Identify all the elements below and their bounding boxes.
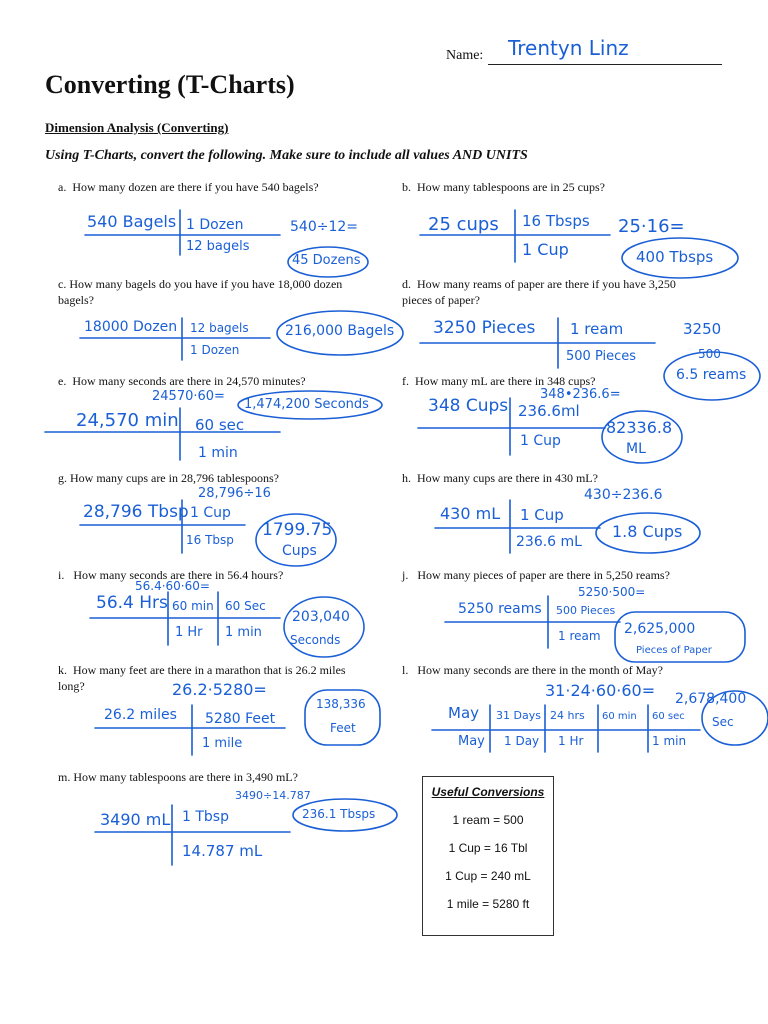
conversion-row: 1 Cup = 16 Tbl bbox=[448, 841, 528, 855]
work-b-den2: 1 Cup bbox=[522, 240, 569, 259]
student-name: Trentyn Linz bbox=[508, 36, 629, 60]
work-g-answer-unit: Cups bbox=[282, 543, 317, 559]
work-i-answer: 203,040 bbox=[292, 609, 350, 625]
work-j-answer: 2,625,000 bbox=[624, 621, 696, 637]
work-d-num2: 1 ream bbox=[570, 320, 624, 338]
work-f-answer: 82336.8 bbox=[606, 418, 673, 437]
work-d-den2: 500 Pieces bbox=[566, 349, 637, 364]
work-b-calc: 25·16= bbox=[618, 216, 685, 237]
work-d-answer: 6.5 reams bbox=[676, 367, 747, 383]
work-a-answer: 45 Dozens bbox=[292, 253, 361, 268]
question-j: j. How many pieces of paper are there in 5,250 reams? bbox=[402, 568, 670, 582]
work-g-num2: 1 Cup bbox=[190, 505, 231, 521]
work-l-answer-unit: Sec bbox=[712, 715, 734, 729]
work-h-num1: 430 mL bbox=[440, 504, 501, 523]
work-m-answer: 236.1 Tbsps bbox=[302, 807, 376, 821]
work-l-den1: May bbox=[458, 734, 485, 749]
section-heading: Dimension Analysis (Converting) bbox=[45, 120, 229, 135]
work-k-calc: 26.2·5280= bbox=[172, 680, 267, 699]
work-g-calc: 28,796÷16 bbox=[198, 486, 271, 501]
work-e-num2: 60 sec bbox=[195, 416, 245, 434]
work-h-answer: 1.8 Cups bbox=[612, 522, 683, 541]
work-k-num1: 26.2 miles bbox=[104, 707, 177, 723]
useful-conversions-box bbox=[422, 776, 554, 936]
work-c-num1: 18000 Dozen bbox=[84, 319, 178, 335]
work-i-den3: 1 min bbox=[225, 625, 262, 640]
work-d-num1: 3250 Pieces bbox=[433, 318, 536, 338]
work-m-calc: 3490÷14.787 bbox=[235, 789, 311, 802]
question-d: d. How many reams of paper are there if you have 3,250 pieces of paper? bbox=[402, 277, 676, 307]
work-e-calc: 24570·60= bbox=[152, 389, 225, 404]
name-label: Name: bbox=[446, 48, 484, 63]
work-l-num5: 60 sec bbox=[652, 711, 685, 722]
work-g-num1: 28,796 Tbsp bbox=[83, 502, 189, 522]
work-l-num2: 31 Days bbox=[496, 709, 541, 722]
work-i-den2: 1 Hr bbox=[175, 625, 203, 640]
question-h: h. How many cups are there in 430 mL? bbox=[402, 471, 598, 485]
work-c-answer: 216,000 Bagels bbox=[285, 323, 395, 339]
work-f-den2: 1 Cup bbox=[520, 433, 561, 449]
work-l-num3: 24 hrs bbox=[550, 709, 585, 722]
work-d-calc: 3250 bbox=[683, 320, 722, 338]
work-i-num3: 60 Sec bbox=[225, 599, 266, 613]
work-k-answer-unit: Feet bbox=[330, 721, 356, 735]
work-f-calc: 348•236.6= bbox=[540, 387, 621, 402]
work-f-answer-unit: ML bbox=[626, 441, 646, 457]
work-k-num2: 5280 Feet bbox=[205, 711, 276, 727]
work-b-answer: 400 Tbsps bbox=[636, 248, 714, 266]
work-m-num2: 1 Tbsp bbox=[182, 809, 229, 825]
question-c: c. How many bagels do you have if you have 18,000 dozen bagels? bbox=[58, 277, 343, 307]
work-i-num1: 56.4 Hrs bbox=[96, 593, 168, 613]
work-m-den2: 14.787 mL bbox=[182, 842, 263, 860]
work-h-den2: 236.6 mL bbox=[516, 534, 582, 550]
work-l-den2: 1 Day bbox=[504, 734, 540, 748]
work-g-den2: 16 Tbsp bbox=[186, 533, 234, 547]
question-g: g. How many cups are in 28,796 tablespoons? bbox=[58, 471, 279, 485]
work-f-num1: 348 Cups bbox=[428, 396, 509, 416]
work-l-num4: 60 min bbox=[602, 711, 637, 722]
question-a: a. How many dozen are there if you have 540 bagels? bbox=[58, 180, 319, 194]
work-a-num1: 540 Bagels bbox=[87, 212, 177, 231]
work-j-calc: 5250·500= bbox=[578, 585, 646, 599]
work-b-num1: 25 cups bbox=[428, 214, 499, 235]
conversion-row: 1 mile = 5280 ft bbox=[446, 897, 530, 911]
work-l-answer: 2,678,400 bbox=[675, 691, 747, 707]
work-j-answer-unit: Pieces of Paper bbox=[636, 645, 712, 656]
work-g-answer: 1799.75 bbox=[262, 520, 333, 540]
name-field-line bbox=[488, 64, 722, 65]
work-j-den2: 1 ream bbox=[558, 629, 601, 643]
work-a-den2: 12 bagels bbox=[186, 239, 250, 254]
conversion-row: 1 ream = 500 bbox=[452, 813, 524, 827]
question-k: k. How many feet are there in a marathon that is 26.2 miles long? bbox=[58, 663, 346, 693]
question-i: i. How many seconds are there in 56.4 hours? bbox=[58, 568, 284, 582]
question-f: f. How many mL are there in 348 cups? bbox=[402, 374, 596, 388]
work-j-num2: 500 Pieces bbox=[556, 604, 616, 617]
work-b-num2: 16 Tbsps bbox=[522, 212, 590, 230]
instructions: Using T-Charts, convert the following. Make sure to include all values AND UNITS bbox=[45, 148, 528, 163]
work-a-calc: 540÷12= bbox=[290, 219, 358, 235]
work-l-den3: 1 Hr bbox=[558, 734, 584, 748]
work-c-num2: 12 bagels bbox=[190, 321, 249, 335]
work-e-answer: 1,474,200 Seconds bbox=[244, 397, 369, 412]
work-f-num2: 236.6ml bbox=[518, 402, 580, 420]
work-h-num2: 1 Cup bbox=[520, 506, 564, 524]
question-e: e. How many seconds are there in 24,570 minutes? bbox=[58, 374, 306, 388]
work-c-den2: 1 Dozen bbox=[190, 343, 240, 357]
work-e-den2: 1 min bbox=[198, 445, 238, 461]
work-k-den2: 1 mile bbox=[202, 736, 243, 751]
work-a-num2: 1 Dozen bbox=[186, 217, 244, 233]
work-l-num1: May bbox=[448, 704, 480, 722]
work-l-den4: 1 min bbox=[652, 734, 687, 748]
work-m-num1: 3490 mL bbox=[100, 810, 171, 829]
work-e-num1: 24,570 min bbox=[76, 410, 179, 431]
work-d-calc2: 500 bbox=[698, 347, 721, 361]
conversion-row: 1 Cup = 240 mL bbox=[445, 869, 531, 883]
work-l-calc: 31·24·60·60= bbox=[545, 681, 656, 700]
page-title: Converting (T-Charts) bbox=[45, 70, 295, 99]
question-b: b. How many tablespoons are in 25 cups? bbox=[402, 180, 605, 194]
work-i-answer-unit: Seconds bbox=[290, 633, 341, 647]
work-k-answer: 138,336 bbox=[316, 697, 366, 711]
work-h-calc: 430÷236.6 bbox=[584, 487, 663, 503]
work-i-calc: 56.4·60·60= bbox=[135, 579, 210, 593]
work-j-num1: 5250 reams bbox=[458, 601, 542, 617]
useful-conversions-title: Useful Conversions bbox=[431, 785, 545, 799]
work-i-num2: 60 min bbox=[172, 599, 214, 613]
question-l: l. How many seconds are there in the month of May? bbox=[402, 663, 663, 677]
question-m: m. How many tablespoons are there in 3,490 mL? bbox=[58, 770, 298, 784]
